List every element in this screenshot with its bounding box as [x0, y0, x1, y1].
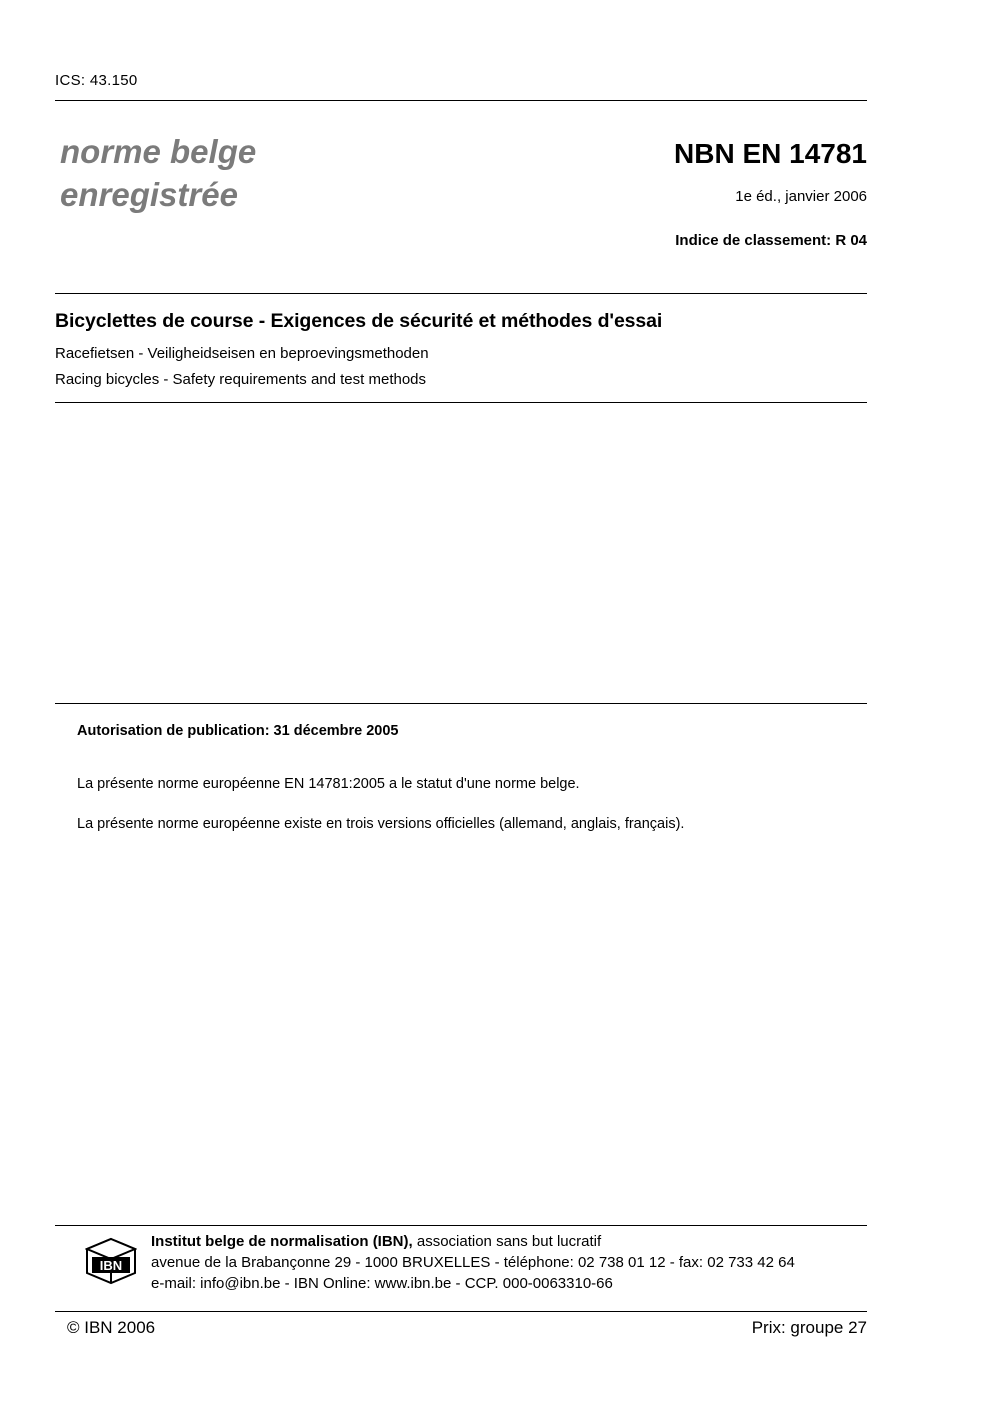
page-content [55, 0, 867, 1403]
publication-authorization: Autorisation de publication: 31 décembre 2005 [77, 723, 399, 739]
institute-name-line [151, 1231, 795, 1252]
standard-number: NBN EN 14781 [674, 138, 867, 169]
classification-index: Indice de classement: R 04 [675, 232, 867, 249]
standard-type-label [60, 130, 256, 216]
price-group: Prix: groupe 27 [751, 1318, 867, 1337]
title-french: Bicyclettes de course - Exigences de sécurité et méthodes d'essai [55, 310, 663, 332]
ics-code: ICS: 43.150 [55, 72, 138, 89]
publication-paragraph-2: La présente norme européenne existe en trois versions officielles (allemand, anglais, français). [77, 816, 685, 832]
institute-status: association sans but lucratif [416, 1233, 602, 1250]
standard-type-line-1: norme belge [60, 133, 257, 170]
institute-address: avenue de la Brabançonne 29 - 1000 BRUXELLES - téléphone: 02 738 01 12 - fax: 02 733 42 64 [151, 1254, 795, 1271]
svg-text:IBN: IBN [99, 1258, 123, 1273]
title-dutch: Racefietsen - Veiligheidseisen en beproevingsmethoden [55, 345, 429, 362]
divider-publication-top [55, 703, 867, 704]
divider-footer-top [55, 1225, 867, 1226]
divider-title-top [55, 293, 867, 294]
copyright-notice: © IBN 2006 [67, 1318, 156, 1337]
ibn-logo-icon [85, 1237, 137, 1285]
divider-footer-bottom [55, 1311, 867, 1312]
standard-type-line-2: enregistrée [60, 176, 238, 213]
institute-block [151, 1231, 795, 1294]
publication-paragraph-1: La présente norme européenne EN 14781:2005 a le statut d'une norme belge. [77, 776, 580, 792]
institute-name: Institut belge de normalisation (IBN), [151, 1233, 413, 1250]
divider-top [55, 100, 867, 101]
standard-edition: 1e éd., janvier 2006 [735, 188, 867, 205]
title-english: Racing bicycles - Safety requirements and test methods [55, 371, 427, 388]
institute-contact: e-mail: info@ibn.be - IBN Online: www.ibn.be - CCP. 000-0063310-66 [151, 1275, 613, 1292]
divider-title-bottom [55, 402, 867, 403]
